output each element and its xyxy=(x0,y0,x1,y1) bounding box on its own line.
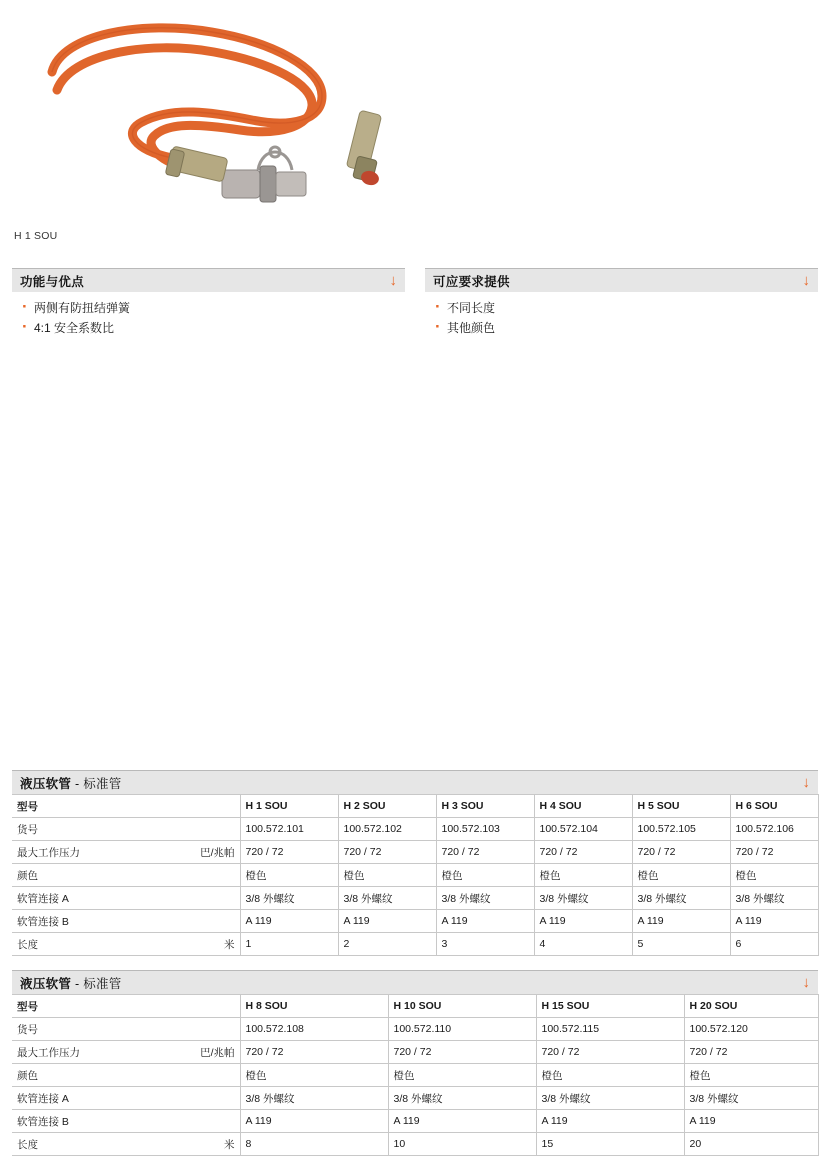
table-cell: 15 xyxy=(536,1133,684,1156)
table-row xyxy=(12,1041,818,1064)
table-cell: 720 / 72 xyxy=(632,841,730,864)
table-row xyxy=(12,1064,818,1087)
row-label-cell xyxy=(12,933,240,956)
table-cell: 3/8 外螺纹 xyxy=(536,1087,684,1110)
row-label-cell xyxy=(12,1087,240,1110)
hose-end-fitting-b xyxy=(318,96,382,187)
table-cell: 3/8 外螺纹 xyxy=(240,887,338,910)
table-row xyxy=(12,841,818,864)
table-cell: 3/8 外螺纹 xyxy=(240,1087,388,1110)
table-cell: 720 / 72 xyxy=(240,841,338,864)
spec-table-2-body xyxy=(12,995,818,1156)
row-label: 长度 xyxy=(17,1138,38,1151)
table-cell: 3/8 外螺纹 xyxy=(730,887,818,910)
arrow-down-icon[interactable]: ↓ xyxy=(802,774,810,791)
table-cell: A 119 xyxy=(684,1110,818,1133)
table-cell: 橙色 xyxy=(240,864,338,887)
table-cell: 720 / 72 xyxy=(684,1041,818,1064)
row-label: 颜色 xyxy=(17,869,38,882)
table-cell: 100.572.102 xyxy=(338,818,436,841)
table-cell: 3/8 外螺纹 xyxy=(436,887,534,910)
arrow-down-icon[interactable]: ↓ xyxy=(389,272,397,289)
row-unit: 巴/兆帕 xyxy=(200,846,235,859)
table-cell: A 119 xyxy=(436,910,534,933)
table-cell: A 119 xyxy=(240,910,338,933)
hose-coupling xyxy=(222,147,306,202)
table-cell: 1 xyxy=(240,933,338,956)
table-cell: 橙色 xyxy=(388,1064,536,1087)
table-cell: 橙色 xyxy=(338,864,436,887)
row-label: 最大工作压力 xyxy=(17,1046,80,1059)
row-label-cell xyxy=(12,1110,240,1133)
table-cell: 100.572.115 xyxy=(536,1018,684,1041)
table-row xyxy=(12,995,818,1018)
table-cell: 100.572.104 xyxy=(534,818,632,841)
hose-ferrule xyxy=(165,146,228,182)
row-label: 软管连接 B xyxy=(17,915,69,928)
row-label: 型号 xyxy=(17,1000,38,1013)
table-cell: 720 / 72 xyxy=(536,1041,684,1064)
table-cell: 3/8 外螺纹 xyxy=(388,1087,536,1110)
table-cell: 4 xyxy=(534,933,632,956)
table-cell: 橙色 xyxy=(536,1064,684,1087)
table-cell: A 119 xyxy=(730,910,818,933)
table-cell: H 4 SOU xyxy=(534,795,632,818)
features-column xyxy=(12,268,405,340)
on-request-header xyxy=(425,268,818,292)
table-row xyxy=(12,933,818,956)
table-cell: 20 xyxy=(684,1133,818,1156)
row-label: 货号 xyxy=(17,823,38,836)
table-cell: 橙色 xyxy=(240,1064,388,1087)
table-row xyxy=(12,795,818,818)
features-title: 功能与优点 xyxy=(20,274,85,289)
table-row xyxy=(12,818,818,841)
row-label-cell xyxy=(12,1133,240,1156)
table-row xyxy=(12,910,818,933)
row-label: 软管连接 A xyxy=(17,1092,69,1105)
row-unit: 米 xyxy=(224,938,235,951)
table-cell: 720 / 72 xyxy=(730,841,818,864)
arrow-down-icon[interactable]: ↓ xyxy=(802,974,810,991)
table-cell: 100.572.110 xyxy=(388,1018,536,1041)
row-unit: 巴/兆帕 xyxy=(200,1046,235,1059)
table-cell: H 15 SOU xyxy=(536,995,684,1018)
table-cell: 720 / 72 xyxy=(338,841,436,864)
hose-illustration xyxy=(22,10,442,220)
row-label: 长度 xyxy=(17,938,38,951)
row-label-cell xyxy=(12,1018,240,1041)
table-cell: 100.572.105 xyxy=(632,818,730,841)
table-cell: 720 / 72 xyxy=(534,841,632,864)
table-cell: 橙色 xyxy=(684,1064,818,1087)
table-cell: 8 xyxy=(240,1133,388,1156)
table-cell: 橙色 xyxy=(534,864,632,887)
table-cell: 100.572.101 xyxy=(240,818,338,841)
table-cell: 720 / 72 xyxy=(436,841,534,864)
table-row xyxy=(12,1133,818,1156)
row-label-cell xyxy=(12,864,240,887)
spec-table-2-header xyxy=(12,970,818,994)
list-item: · 两侧有防扭结弹簧 xyxy=(16,300,405,316)
row-label: 型号 xyxy=(17,800,38,813)
table-cell: H 6 SOU xyxy=(730,795,818,818)
row-label-cell xyxy=(12,887,240,910)
table-cell: 720 / 72 xyxy=(388,1041,536,1064)
table-cell: A 119 xyxy=(632,910,730,933)
row-unit: 米 xyxy=(224,1138,235,1151)
table-row xyxy=(12,887,818,910)
table-cell: 100.572.108 xyxy=(240,1018,388,1041)
row-label: 颜色 xyxy=(17,1069,38,1082)
spec-table-2 xyxy=(12,994,819,1156)
table-cell: 橙色 xyxy=(632,864,730,887)
table-cell: A 119 xyxy=(338,910,436,933)
table-cell: 橙色 xyxy=(436,864,534,887)
table-cell: H 2 SOU xyxy=(338,795,436,818)
spec-table-1-title: 液压软管 - 标准管 xyxy=(20,776,122,791)
table-cell: 3/8 外螺纹 xyxy=(338,887,436,910)
table-cell: 2 xyxy=(338,933,436,956)
table-cell: H 1 SOU xyxy=(240,795,338,818)
table-cell: 5 xyxy=(632,933,730,956)
table-cell: H 3 SOU xyxy=(436,795,534,818)
table-cell: H 10 SOU xyxy=(388,995,536,1018)
spec-table-2-block xyxy=(12,970,818,1156)
table-cell: A 119 xyxy=(388,1110,536,1133)
row-label-cell xyxy=(12,841,240,864)
spec-table-1-header xyxy=(12,770,818,794)
table-row xyxy=(12,1087,818,1110)
on-request-list xyxy=(425,300,818,336)
product-datasheet-page xyxy=(0,10,830,1158)
table-cell: 3/8 外螺纹 xyxy=(632,887,730,910)
spec-table-2-title: 液压软管 - 标准管 xyxy=(20,976,122,991)
table-cell: 橙色 xyxy=(730,864,818,887)
arrow-down-icon[interactable]: ↓ xyxy=(802,272,810,289)
table-cell: H 8 SOU xyxy=(240,995,388,1018)
row-label-cell xyxy=(12,1041,240,1064)
row-label: 软管连接 B xyxy=(17,1115,69,1128)
product-image xyxy=(22,10,442,220)
table-cell: 100.572.106 xyxy=(730,818,818,841)
row-label: 最大工作压力 xyxy=(17,846,80,859)
table-cell: 3/8 外螺纹 xyxy=(534,887,632,910)
product-image-caption: H 1 SOU xyxy=(14,230,58,242)
row-label-cell xyxy=(12,795,240,818)
table-cell: 3/8 外螺纹 xyxy=(684,1087,818,1110)
features-list xyxy=(12,300,405,336)
on-request-column xyxy=(425,268,818,340)
table-cell: H 20 SOU xyxy=(684,995,818,1018)
table-cell: 10 xyxy=(388,1133,536,1156)
table-cell: A 119 xyxy=(536,1110,684,1133)
table-cell: 100.572.103 xyxy=(436,818,534,841)
table-cell: 6 xyxy=(730,933,818,956)
spec-table-1-body xyxy=(12,795,818,956)
table-cell: 3 xyxy=(436,933,534,956)
table-row xyxy=(12,1110,818,1133)
features-header xyxy=(12,268,405,292)
list-item: · 其他颜色 xyxy=(429,320,818,336)
table-cell: A 119 xyxy=(240,1110,388,1133)
feature-columns xyxy=(12,268,818,340)
table-row xyxy=(12,864,818,887)
table-cell: 720 / 72 xyxy=(240,1041,388,1064)
table-cell: 100.572.120 xyxy=(684,1018,818,1041)
table-cell: A 119 xyxy=(534,910,632,933)
row-label: 软管连接 A xyxy=(17,892,69,905)
list-item: · 4:1 安全系数比 xyxy=(16,320,405,336)
blank-space xyxy=(12,956,818,970)
list-item: · 不同长度 xyxy=(429,300,818,316)
spec-table-1-block xyxy=(12,770,818,956)
row-label: 货号 xyxy=(17,1023,38,1036)
table-cell: H 5 SOU xyxy=(632,795,730,818)
on-request-title: 可应要求提供 xyxy=(433,274,510,289)
blank-space xyxy=(12,340,818,770)
spec-table-1 xyxy=(12,794,819,956)
row-label-cell xyxy=(12,1064,240,1087)
row-label-cell xyxy=(12,910,240,933)
table-row xyxy=(12,1018,818,1041)
row-label-cell xyxy=(12,818,240,841)
row-label-cell xyxy=(12,995,240,1018)
